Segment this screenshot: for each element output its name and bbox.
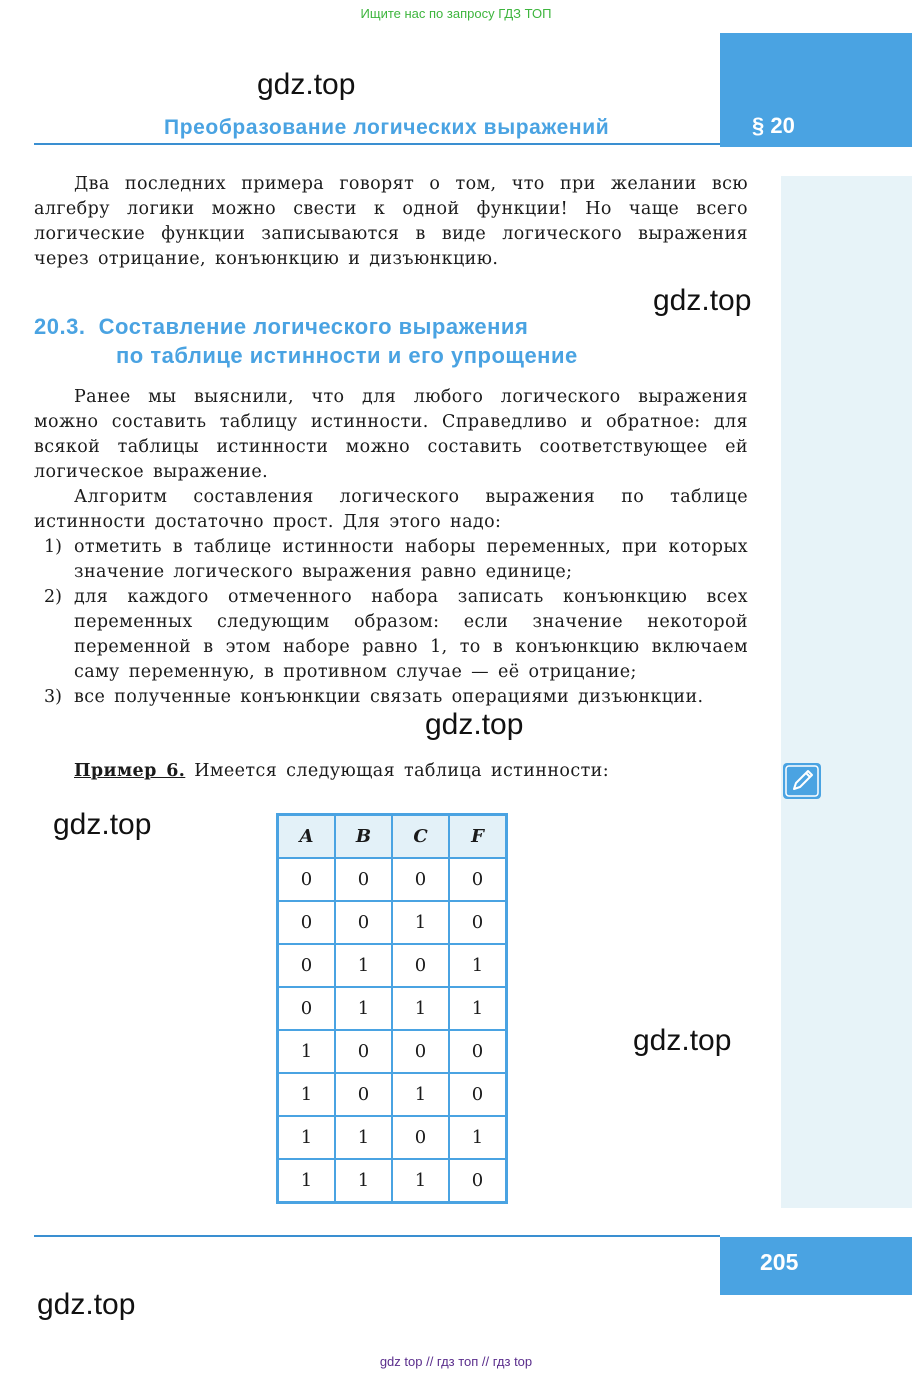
list-number: 3) [44, 687, 62, 707]
header-cell: B [335, 815, 392, 859]
table-cell: 1 [335, 1159, 392, 1203]
table-body [278, 858, 507, 1203]
intro-paragraph: Два последних примера говорят о том, что при желании всю алгебру логики можно свести к одной функции! Но чаще всего логические функции записываются в виде логического выражения через отрицание, конъюнкцию и дизъюнкцию. [34, 174, 748, 269]
table-cell: 1 [392, 1159, 449, 1203]
watermark: gdz.top [653, 284, 752, 317]
example-text: Имеется следующая таблица истинности: [194, 761, 610, 781]
section-title-line1: Составление логического выражения [98, 314, 529, 339]
table-cell: 0 [278, 944, 336, 987]
table-cell: 0 [392, 858, 449, 901]
table-cell: 1 [335, 944, 392, 987]
list-text: все полученные конъюнкции связать операциями дизъюнкции. [74, 687, 704, 707]
table-cell: 0 [335, 1030, 392, 1073]
paragraph-number: § 20 [752, 113, 795, 138]
table-row [278, 858, 507, 901]
table-cell: 1 [392, 1073, 449, 1116]
table-cell: 0 [278, 858, 336, 901]
table-row [278, 1116, 507, 1159]
table-cell: 0 [449, 858, 507, 901]
running-title: Преобразование логических выражений [164, 116, 610, 139]
table-cell: 0 [278, 901, 336, 944]
table-cell: 1 [335, 987, 392, 1030]
header-cell: A [278, 815, 336, 859]
truth-table [276, 813, 508, 1204]
table-header-row [278, 815, 507, 859]
header-divider [34, 143, 720, 145]
table-row [278, 987, 507, 1030]
section-number: 20.3. [34, 314, 86, 339]
table-cell: 0 [449, 901, 507, 944]
top-banner[interactable]: Ищите нас по запросу ГДЗ ТОП [360, 6, 552, 21]
table-row [278, 901, 507, 944]
table-cell: 1 [278, 1159, 336, 1203]
table-row [278, 1159, 507, 1203]
table-cell: 0 [278, 987, 336, 1030]
table-cell: 1 [392, 987, 449, 1030]
table-row [278, 944, 507, 987]
bottom-links[interactable]: gdz top // гдз топ // гдз top [379, 1354, 533, 1369]
page-number: 205 [760, 1249, 799, 1275]
example-line [74, 759, 609, 784]
watermark: gdz.top [633, 1024, 732, 1057]
pencil-icon [783, 763, 821, 799]
table-cell: 0 [449, 1159, 507, 1203]
table-cell: 0 [449, 1030, 507, 1073]
list-number: 2) [44, 587, 62, 607]
table-cell: 1 [392, 901, 449, 944]
header-cell: C [392, 815, 449, 859]
table-row [278, 1073, 507, 1116]
table-cell: 0 [392, 1030, 449, 1073]
table-cell: 0 [449, 1073, 507, 1116]
paragraph-3: Алгоритм составления логического выражения по таблице истинности достаточно прост. Для этого надо: [34, 487, 748, 532]
footer-divider [34, 1235, 720, 1237]
watermark: gdz.top [37, 1288, 136, 1321]
table-cell: 0 [335, 1073, 392, 1116]
table-cell: 1 [335, 1116, 392, 1159]
section-heading [34, 312, 578, 370]
table-cell: 0 [392, 944, 449, 987]
margin-strip [781, 176, 912, 1208]
watermark: gdz.top [257, 68, 356, 101]
table-cell: 1 [278, 1073, 336, 1116]
header-cell: F [449, 815, 507, 859]
list-number: 1) [44, 537, 62, 557]
example-label: Пример 6. [74, 761, 186, 781]
table-cell: 1 [449, 1116, 507, 1159]
table-cell: 0 [335, 901, 392, 944]
table-cell: 0 [335, 858, 392, 901]
watermark: gdz.top [53, 808, 152, 841]
watermark: gdz.top [425, 708, 524, 741]
table-cell: 1 [278, 1116, 336, 1159]
table-cell: 1 [449, 944, 507, 987]
table-cell: 1 [449, 987, 507, 1030]
table-row [278, 1030, 507, 1073]
list-text: отметить в таблице истинности наборы переменных, при которых значение логического выражения равно единице; [74, 537, 748, 582]
table-cell: 1 [278, 1030, 336, 1073]
paragraph-2: Ранее мы выяснили, что для любого логического выражения можно составить таблицу истинности. Справедливо и обратное: для всякой таблицы истинности можно составить соответствующее ей логическое выражение. [34, 387, 748, 482]
table-cell: 0 [392, 1116, 449, 1159]
page-number-tab [720, 1237, 912, 1295]
section-title-line2: по таблице истинности и его упрощение [116, 343, 578, 368]
paragraph-tab [720, 33, 912, 147]
list-text: для каждого отмеченного набора записать конъюнкцию всех переменных следующим образом: если значение некоторой переменной в этом наборе равно 1, то в конъюнкцию включаем саму переменную, в противном случае — её отрицание; [74, 587, 748, 682]
